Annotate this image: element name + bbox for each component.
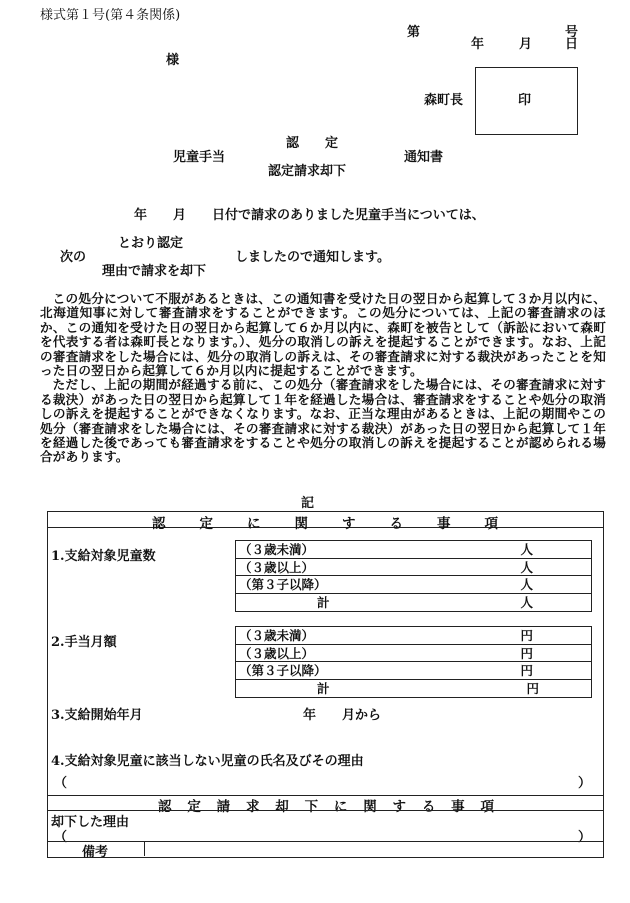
- date-year: 年: [471, 37, 485, 52]
- header-char: 定: [199, 516, 213, 532]
- header-char: 項: [484, 516, 498, 532]
- statement-tsugi: 次の: [60, 250, 87, 265]
- date-day: 日: [565, 37, 579, 52]
- header-char: 項: [480, 799, 494, 815]
- header-char: 関: [294, 516, 308, 532]
- ki-marker: 記: [301, 496, 315, 511]
- notice-number-prefix: 第: [407, 25, 421, 40]
- appeal-notice-paragraph-2: ただし、上記の期間が経過する前に、この処分（審査請求をした場合には、その審査請求に対する裁決）があった日の翌日から起算して１年を経過した場合は、審査請求をすることや処分の取消しの訴えを提起することができなくなります。なお、正当な理由があるときは、上記の期間やこの処分（審査請求をした場合には、その審査請求に対する裁決）があった日の翌日から起算して１年を経過した後であっても審査請求をすることや処分の取消しの訴えを提起することが認められる場合があります。: [40, 377, 606, 465]
- appeal-notice: [40, 292, 606, 465]
- child-count-total[interactable]: [235, 594, 591, 610]
- section-rejection-header: [158, 795, 494, 815]
- seal-mark: 印: [518, 93, 532, 108]
- row-unit: 円: [520, 628, 533, 643]
- header-char: に: [333, 799, 348, 815]
- title-option-reject: 認定請求却下: [268, 164, 347, 179]
- item-child-count-label: 1.支給対象児童数: [51, 549, 156, 564]
- header-char: 請: [216, 799, 231, 815]
- row-unit: 人: [520, 577, 533, 592]
- notice-number-suffix: 号: [565, 25, 579, 40]
- title-option-approve: 認 定: [286, 136, 339, 151]
- statement-suffix: しましたので通知します。: [235, 250, 390, 265]
- start-month-value[interactable]: 年 月から: [303, 708, 382, 723]
- rejection-open-paren: （: [54, 830, 68, 845]
- section-approval-header: [152, 512, 498, 532]
- header-char: る: [421, 799, 436, 815]
- row-unit: 円: [520, 646, 533, 661]
- header-char: 事: [437, 516, 451, 532]
- item-monthly-amount-label: 2.手当月額: [51, 635, 117, 650]
- child-count-third-child[interactable]: [235, 576, 591, 592]
- row-label: （第３子以降）: [239, 577, 327, 592]
- row-label: （３歳未満）: [239, 628, 315, 643]
- header-char: 事: [451, 799, 465, 815]
- ineligible-close-paren: ）: [578, 776, 592, 791]
- child-count-over3[interactable]: [235, 559, 591, 575]
- header-char: る: [389, 516, 403, 532]
- header-char: す: [342, 516, 356, 532]
- amount-total[interactable]: [235, 680, 591, 696]
- remarks-divider: [144, 841, 145, 856]
- row-label: 計: [317, 681, 330, 696]
- header-char: 求: [245, 799, 260, 815]
- row-unit: 人: [520, 560, 533, 575]
- header-char: 定: [187, 799, 201, 815]
- remarks-label: 備考: [82, 845, 109, 860]
- date-month: 月: [519, 37, 533, 52]
- rejection-reason-label: 却下した理由: [51, 815, 130, 830]
- row-unit: 円: [526, 681, 539, 696]
- item-start-month-label: 3.支給開始年月: [51, 708, 143, 723]
- title-subject: 児童手当: [173, 150, 226, 165]
- table-divider: [47, 841, 603, 842]
- statement-option-reject: 理由で請求を却下: [102, 264, 207, 279]
- amount-third-child[interactable]: [235, 662, 591, 678]
- row-unit: 人: [520, 595, 533, 610]
- row-label: （３歳以上）: [239, 560, 315, 575]
- statement-option-approve: とおり認定: [118, 236, 184, 251]
- header-char: 却: [275, 799, 289, 815]
- issuer-mayor: 森町長: [424, 93, 464, 108]
- form-number: 様式第１号(第４条関係): [40, 8, 181, 23]
- header-char: に: [247, 516, 261, 532]
- addressee-honorific: 様: [166, 53, 180, 68]
- request-date-line: 年 月 日付で請求のありました児童手当については、: [134, 208, 485, 223]
- header-char: 関: [363, 799, 377, 815]
- child-count-under3[interactable]: [235, 541, 591, 557]
- row-unit: 人: [520, 542, 533, 557]
- header-char: 下: [304, 799, 319, 815]
- item-ineligible-children-label: 4.支給対象児童に該当しない児童の氏名及びその理由: [51, 754, 364, 769]
- row-label: （３歳未満）: [239, 542, 315, 557]
- amount-over3[interactable]: [235, 645, 591, 661]
- header-char: 認: [152, 516, 166, 532]
- table-divider: [47, 810, 603, 811]
- appeal-notice-paragraph-1: この処分について不服があるときは、この通知書を受けた日の翌日から起算して３か月以内に、北海道知事に対して審査請求をすることができます。この処分については、上記の審査請求のほか、この通知を受けた日の翌日から起算して６か月以内に、森町を被告として（訴訟において森町を代表する者は森町長となります。）、処分の取消しの訴えを提起することができます。なお、上記の審査請求をした場合には、処分の取消しの訴えは、その審査請求に対する裁決があったことを知った日の翌日から起算して６か月以内に提起することができます。: [40, 291, 606, 379]
- row-label: 計: [317, 595, 330, 610]
- rejection-close-paren: ）: [578, 830, 592, 845]
- title-notice: 通知書: [404, 150, 444, 165]
- row-unit: 円: [520, 663, 533, 678]
- amount-under3[interactable]: [235, 627, 591, 643]
- header-char: 認: [158, 799, 172, 815]
- row-label: （３歳以上）: [239, 646, 315, 661]
- row-label: （第３子以降）: [239, 663, 327, 678]
- ineligible-open-paren: （: [54, 776, 68, 791]
- header-char: す: [392, 799, 406, 815]
